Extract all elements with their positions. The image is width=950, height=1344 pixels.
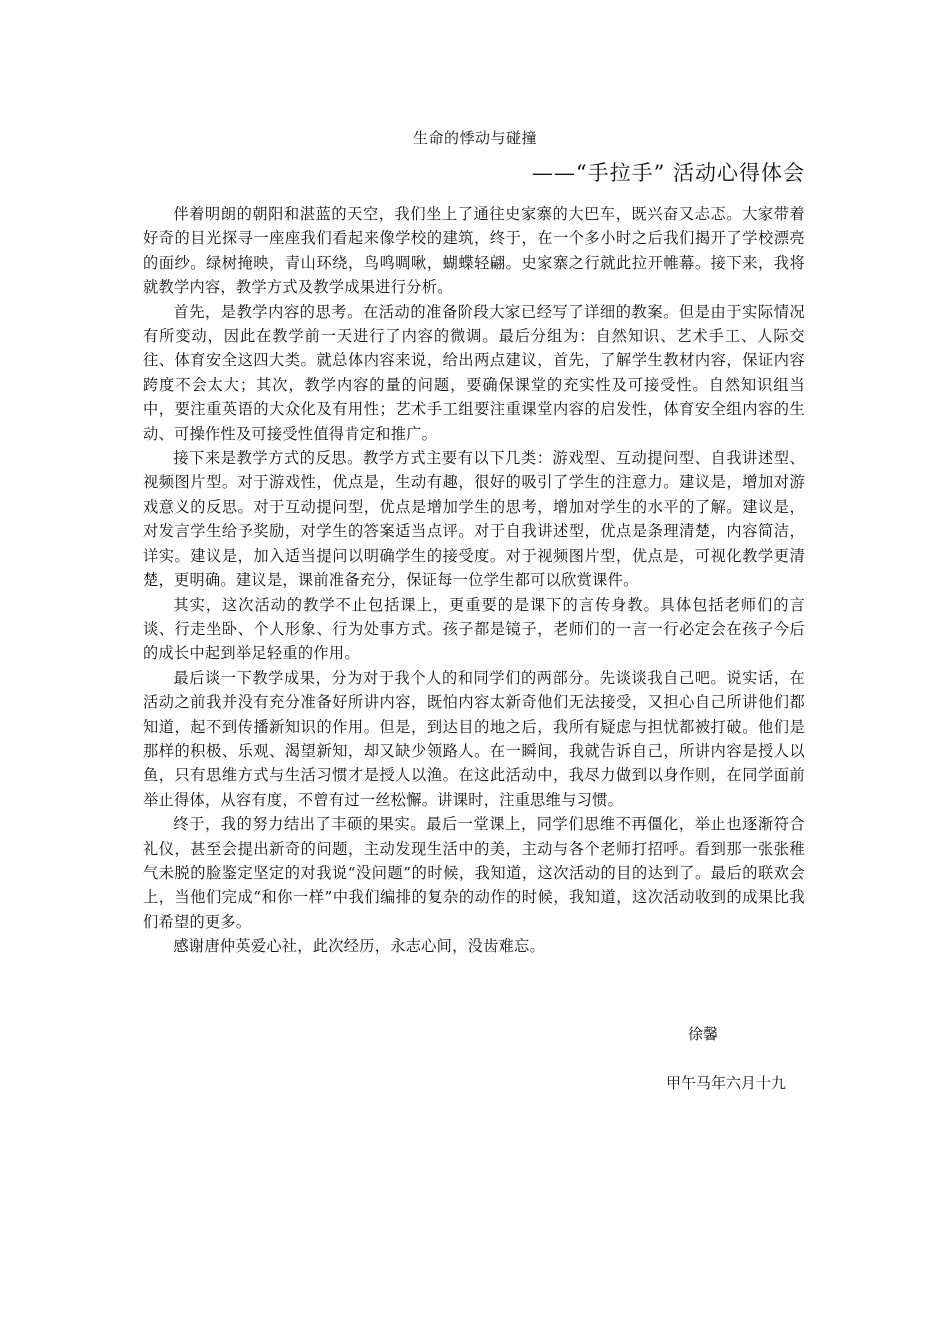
paragraph-intro: 伴着明朗的朝阳和湛蓝的天空，我们坐上了通往史家寨的大巴车，既兴奋又忐忑。大家带着好奇的目光探寻一座座我们看起来像学校的建筑，终于，在一个多小时之后我们揭开了学校漂亮的面纱。绿树掩映，青山环绕，鸟鸣啁啾，蝴蝶轻翩。史家寨之行就此拉开帷幕。接下来，我将就教学内容，教学方式及教学成果进行分析。 — [143, 205, 805, 297]
paragraph-results-personal: 最后谈一下教学成果，分为对于我个人的和同学们的两部分。先谈谈我自己吧。说实话，在活动之前我并没有充分准备好所讲内容，既怕内容太新奇他们无法接受，又担心自己所讲他们都知道，起不到传播新知识的作用。但是，到达目的地之后，我所有疑虑与担忧都被打破。他们是那样的积极、乐观、渴望新知，却又缺少领路人。在一瞬间，我就告诉自己，所讲内容是授人以鱼，只有思维方式与生活习惯才是授人以渔。在这此活动中，我尽力做到以身作则，在同学面前举止得体，从容有度，不曾有过一丝松懈。讲课时，注重思维与习惯。 — [143, 668, 805, 809]
paragraph-teaching-content: 首先，是教学内容的思考。在活动的准备阶段大家已经写了详细的教案。但是由于实际情况有所变动，因此在教学前一天进行了内容的微调。最后分组为：自然知识、艺术手工、人际交往、体育安全这四大类。就总体内容来说，给出两点建议，首先，了解学生教材内容，保证内容跨度不会太大；其次，教学内容的量的问题，要确保课堂的充实性及可接受性。自然知识组当中，要注重英语的大众化及有用性；艺术手工组要注重课堂内容的启发性，体育安全组内容的生动、可操作性及可接受性值得肯定和推广。 — [143, 302, 805, 443]
author-signature: 徐馨 — [688, 1025, 719, 1043]
document-subtitle: ——“手拉手” 活动心得体会 — [531, 161, 805, 185]
document-title: 生命的悸动与碰撞 — [412, 129, 537, 147]
paragraph-after-class: 其实，这次活动的教学不止包括课上，更重要的是课下的言传身教。具体包括老师们的言谈、行走坐卧、个人形象、行为处事方式。孩子都是镜子，老师们的一言一行必定会在孩子今后的成长中起到举足轻重的作用。 — [143, 595, 805, 663]
paragraph-thanks: 感谢唐仲英爱心社，此次经历，永志心间，没齿难忘。 — [173, 937, 546, 956]
document-date: 甲午马年六月十九 — [666, 1074, 787, 1092]
paragraph-results-students: 终于，我的努力结出了丰硕的果实。最后一堂课上，同学们思维不再僵化，举止也逐渐符合礼仪，甚至会提出新奇的问题，主动发现生活中的美，主动与各个老师打招呼。看到那一张张稚气未脱的脸鉴定坚定的对我说“没问题”的时候，我知道，这次活动的目的达到了。最后的联欢会上，当他们完成“和你一样”中我们编排的复杂的动作的时候，我知道，这次活动收到的成果比我们希望的更多。 — [143, 815, 805, 931]
paragraph-teaching-methods: 接下来是教学方式的反思。教学方式主要有以下几类：游戏型、互动提问型、自我讲述型、视频图片型。对于游戏性，优点是，生动有趣，很好的吸引了学生的注意力。建议是，增加对游戏意义的反思。对于互动提问型，优点是增加学生的思考，增加对学生的水平的了解。建议是，对发言学生给予奖励，对学生的答案适当点评。对于自我讲述型，优点是条理清楚，内容简洁，详实。建议是，加入适当提问以明确学生的接受度。对于视频图片型，优点是，可视化教学更清楚，更明确。建议是，课前准备充分，保证每一位学生都可以欣赏课件。 — [143, 449, 805, 590]
document-body — [143, 202, 805, 959]
